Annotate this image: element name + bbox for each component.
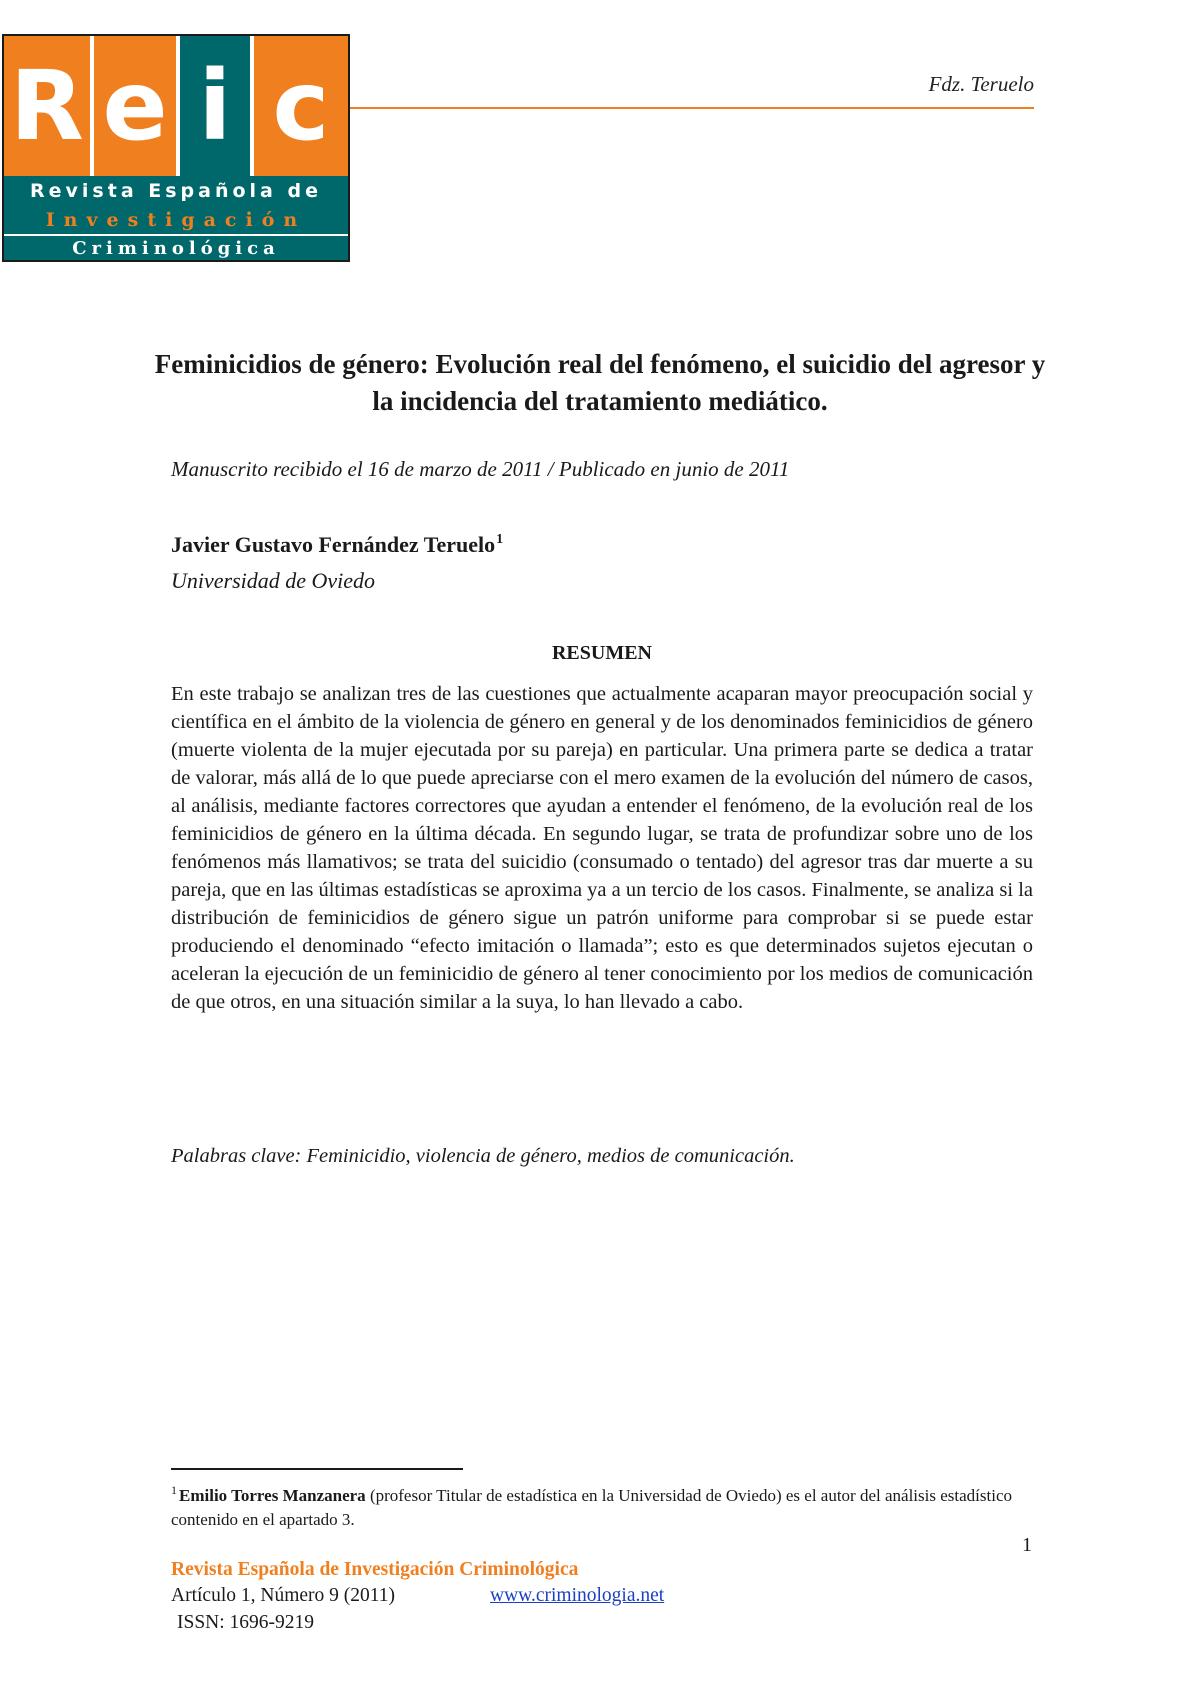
journal-logo (2, 34, 350, 262)
logo-letter-i: i (180, 36, 250, 176)
logo-letter-r: R (4, 36, 90, 176)
footnote-rule (171, 1468, 463, 1470)
running-head: Fdz. Teruelo (928, 72, 1034, 96)
keywords: Palabras clave: Feminicidio, violencia de género, medios de comunicación. (171, 1145, 795, 1167)
page-number: 1 (1022, 1534, 1032, 1556)
footer-journal-name: Revista Española de Investigación Criminológica (171, 1559, 579, 1580)
author-footnote-mark[interactable]: 1 (496, 532, 504, 547)
logo-line-2: Investigación (4, 206, 348, 234)
logo-line-1: Revista Española de (4, 176, 348, 206)
footnote (171, 1478, 1033, 1532)
author-name-text: Javier Gustavo Fernández Teruelo (171, 532, 496, 557)
logo-letters (4, 36, 348, 176)
logo-letter-e: e (94, 36, 176, 176)
footer-article-info: Artículo 1, Número 9 (2011) (171, 1585, 396, 1606)
logo-line-3: Criminológica (4, 234, 348, 260)
manuscript-dates: Manuscrito recibido el 16 de marzo de 2011 / Publicado en junio de 2011 (171, 457, 790, 481)
abstract-heading: RESUMEN (551, 642, 652, 664)
logo-letter-c: c (254, 36, 348, 176)
footer-issn: ISSN: 1696-9219 (177, 1612, 315, 1633)
footnote-name: Emilio Torres Manzanera (179, 1486, 366, 1505)
abstract-body: En este trabajo se analizan tres de las cuestiones que actualmente acaparan mayor preocupación social y científica en el ámbito de la violencia de género en general y de los denominados feminicidios de género (muerte violenta de la mujer ejecutada por su pareja) en particular. Una primera parte se dedica a tratar de valorar, más allá de lo que puede apreciarse con el mero examen de la evolución del número de casos, al análisis, mediante factores correctores que ayudan a entender el fenómeno, de la evolución real de los feminicidios de género en la última década. En segundo lugar, se trata de profundizar sobre uno de los fenómenos más llamativos; se trata del suicidio (consumado o tentado) del agresor tras dar muerte a su pareja, que en las últimas estadísticas se aproxima ya a un tercio de los casos. Finalmente, se analiza si la distribución de feminicidios de género sigue un patrón uniforme para comprobar si se puede estar produciendo el denominado “efecto imitación o llamada”; esto es que determinados sujetos ejecutan o aceleran la ejecución de un feminicidio de género al tener conocimiento por los medios de comunicación de que otros, en una situación similar a la suya, lo han llevado a cabo. (171, 683, 1033, 1013)
footnote-mark: 1 (171, 1483, 177, 1497)
header-rule (350, 107, 1034, 109)
author-name (171, 532, 503, 558)
footer-website-link[interactable]: www.criminologia.net (490, 1585, 665, 1606)
footnote-text: (profesor Titular de estadística en la Universidad de Oviedo) es el autor del análisis estadístico contenido en el apartado 3. (171, 1486, 1012, 1529)
article-title: Feminicidios de género: Evolución real del fenómeno, el suicidio del agresor y la incidencia del tratamiento mediático. (154, 349, 1046, 416)
author-affiliation: Universidad de Oviedo (171, 568, 376, 593)
